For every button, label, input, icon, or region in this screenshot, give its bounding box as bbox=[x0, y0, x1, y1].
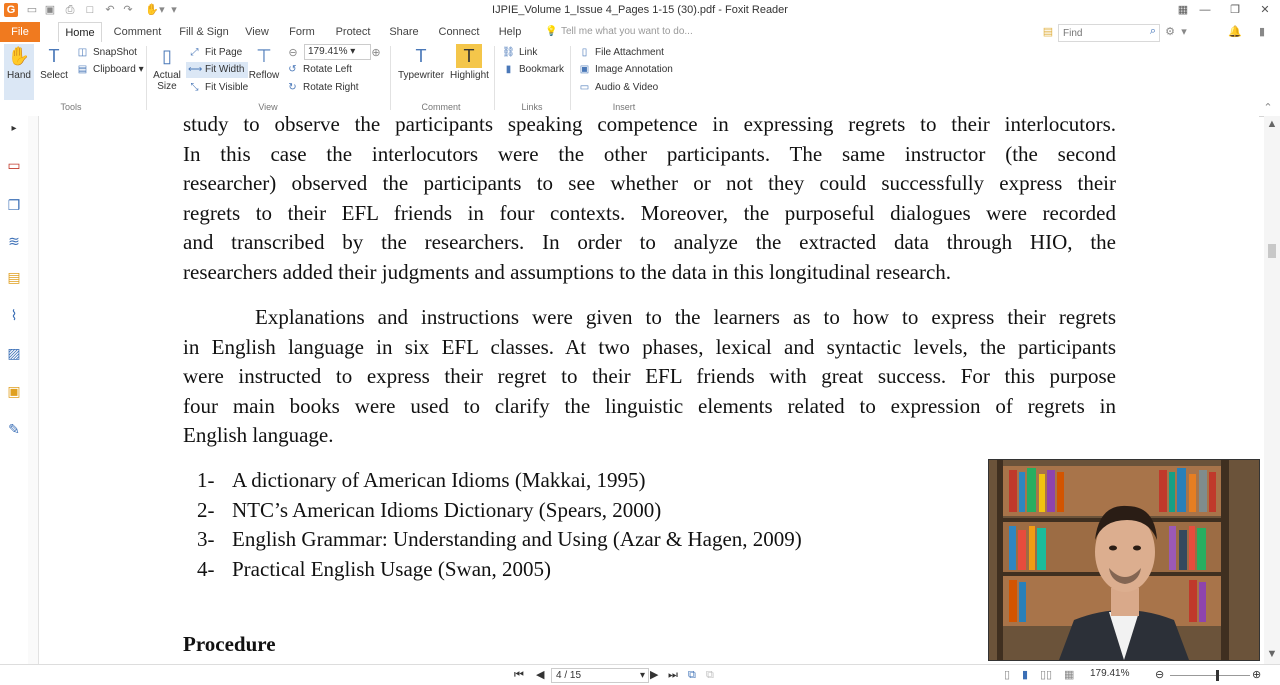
highlight-label: Highlight bbox=[450, 70, 489, 81]
actual-size-button[interactable] bbox=[150, 44, 184, 92]
clipboard-icon: ▤ bbox=[77, 64, 88, 75]
text-line: researcher) observed the participants to see whether or not they could successfully express their bbox=[183, 171, 1116, 195]
zoom-value: 179.41% bbox=[308, 46, 348, 57]
lightbulb-icon: 💡 bbox=[545, 26, 558, 37]
list-item bbox=[197, 496, 802, 526]
collapse-ribbon-icon[interactable]: ⌃ bbox=[1263, 102, 1273, 114]
tell-me-box[interactable] bbox=[545, 24, 765, 40]
reflow-icon: ⊤ bbox=[256, 46, 272, 66]
restore-button[interactable]: ❐ bbox=[1230, 4, 1240, 16]
tab-file[interactable]: File bbox=[0, 22, 40, 42]
zoom-out-icon[interactable]: ⊖ bbox=[288, 47, 298, 59]
page-icon: ▯ bbox=[162, 46, 172, 66]
list-number: 3- bbox=[197, 527, 215, 552]
reflow-label: Reflow bbox=[248, 70, 280, 81]
paperclip-icon: ▯ bbox=[581, 47, 588, 58]
fit-page-button[interactable] bbox=[188, 45, 242, 61]
zoom-out-status-icon[interactable]: ⊖ bbox=[1155, 669, 1165, 681]
page-number-input[interactable]: 4 / 15 ▾ bbox=[551, 668, 649, 683]
zoom-status: 179.41% bbox=[1090, 668, 1130, 679]
image-annotation-label: Image Annotation bbox=[595, 64, 673, 75]
zoom-in-status-icon[interactable]: ⊕ bbox=[1252, 669, 1262, 681]
previous-view-icon[interactable]: ⧉ bbox=[688, 669, 696, 681]
signature-panel-icon[interactable]: ✎ bbox=[8, 421, 20, 437]
print-icon[interactable]: ⎙ bbox=[65, 4, 75, 16]
text-cursor-icon: T bbox=[48, 46, 60, 66]
group-divider bbox=[570, 46, 571, 110]
tab-fill-sign[interactable]: Fill & Sign bbox=[179, 26, 229, 38]
file-attachment-label: File Attachment bbox=[595, 47, 664, 58]
bookmarks-panel-icon[interactable]: ▭ bbox=[7, 157, 21, 173]
list-item bbox=[197, 466, 802, 496]
gear-icon[interactable]: ⚙ bbox=[1165, 26, 1175, 38]
list-number: 1- bbox=[197, 468, 215, 492]
fit-page-label: Fit Page bbox=[205, 47, 243, 58]
list-text: A dictionary of American Idioms (Makkai, 1995) bbox=[232, 468, 646, 492]
file-attachment-button[interactable] bbox=[578, 45, 664, 61]
link-label: Link bbox=[519, 47, 538, 58]
tab-home[interactable]: Home bbox=[58, 22, 102, 43]
fit-visible-button[interactable] bbox=[188, 80, 248, 96]
notification-icon[interactable]: 🔔 bbox=[1228, 26, 1242, 38]
group-label-links: Links bbox=[521, 102, 543, 112]
bookmark-label: Bookmark bbox=[519, 64, 565, 75]
window-title: IJPIE_Volume 1_Issue 4_Pages 1-15 (30).pdf - Foxit Reader bbox=[492, 4, 788, 16]
typewriter-label: Typewriter bbox=[397, 70, 445, 81]
find-box bbox=[1058, 24, 1160, 42]
paragraph-1 bbox=[183, 116, 1116, 287]
customize-icon[interactable]: ▾ bbox=[171, 4, 177, 16]
text-line: were instructed to express their regret to their EFL friends with great success. For this purpose bbox=[183, 364, 1116, 388]
open-icon[interactable]: ▭ bbox=[26, 4, 38, 16]
text-line: Explanations and instructions were given to the learners as to how to express their regrets bbox=[255, 305, 1116, 329]
single-page-icon[interactable]: ▯ bbox=[1004, 669, 1011, 681]
link-button[interactable] bbox=[502, 45, 537, 61]
snapshot-label: SnapShot bbox=[93, 47, 137, 58]
typewriter-icon: T bbox=[415, 46, 427, 66]
find-input[interactable] bbox=[1059, 25, 1147, 41]
title-bar bbox=[0, 0, 1280, 22]
layout-icon[interactable]: ▦ bbox=[1177, 4, 1189, 16]
first-page-icon[interactable]: ⏮ bbox=[514, 669, 524, 681]
clipboard-label: Clipboard bbox=[93, 64, 136, 75]
hand-label: Hand bbox=[7, 70, 31, 81]
zoom-select[interactable]: 179.41% ▾ bbox=[304, 44, 371, 60]
continuous-page-icon[interactable]: ▮ bbox=[1022, 669, 1029, 681]
account-icon[interactable]: ▮ bbox=[1258, 26, 1266, 38]
clipboard-button[interactable]: ▤ Clipboard ▾ bbox=[77, 64, 144, 75]
audio-video-button[interactable] bbox=[578, 80, 658, 96]
search-icon[interactable]: ⌕ bbox=[1149, 25, 1156, 37]
last-page-icon[interactable]: ⏭ bbox=[668, 669, 678, 681]
status-bar bbox=[0, 664, 1280, 685]
bookmark-button[interactable] bbox=[502, 62, 564, 78]
text-line: English language. bbox=[183, 423, 334, 447]
hand-dropdown-icon[interactable]: ✋▾ bbox=[145, 4, 165, 16]
tab-protect[interactable]: Protect bbox=[335, 26, 371, 38]
hand-tool-button[interactable] bbox=[4, 44, 34, 100]
save-icon[interactable]: ▣ bbox=[44, 4, 56, 16]
bookmark-icon: ▮ bbox=[505, 64, 512, 75]
list-item bbox=[197, 555, 802, 585]
tab-form[interactable]: Form bbox=[289, 26, 315, 38]
select-tool-button[interactable] bbox=[38, 44, 70, 81]
group-divider bbox=[390, 46, 391, 110]
list-number: 4- bbox=[197, 557, 215, 582]
fit-width-button[interactable] bbox=[186, 62, 248, 78]
list-text: Practical English Usage (Swan, 2005) bbox=[232, 557, 552, 582]
facing-page-icon[interactable]: ▯▯ bbox=[1040, 669, 1053, 681]
text-line: In this case the interlocutors were the other participants. The same instructor (the second bbox=[183, 141, 1116, 166]
group-label-view: View bbox=[258, 102, 278, 112]
paragraph-2 bbox=[183, 303, 1116, 451]
list-number: 2- bbox=[197, 497, 215, 522]
zoom-slider[interactable] bbox=[1170, 675, 1250, 676]
list-text: English Grammar: Understanding and Using (Azar & Hagen, 2009) bbox=[232, 527, 802, 552]
fit-width-label: Fit Width bbox=[205, 64, 245, 75]
select-label: Select bbox=[40, 70, 68, 81]
layers-panel-icon[interactable]: ≋ bbox=[8, 233, 20, 249]
snapshot-button[interactable] bbox=[76, 45, 137, 61]
previous-page-icon[interactable]: ◀ bbox=[536, 669, 545, 681]
tab-comment[interactable]: Comment bbox=[113, 26, 162, 38]
vertical-scrollbar[interactable] bbox=[1264, 116, 1280, 664]
fit-visible-label: Fit Visible bbox=[205, 82, 249, 93]
zoom-in-icon[interactable]: ⊕ bbox=[371, 47, 381, 59]
highlight-icon: T bbox=[456, 44, 482, 68]
tab-help[interactable]: Help bbox=[498, 26, 522, 38]
gear-dropdown-icon[interactable]: ▾ bbox=[1181, 26, 1187, 38]
image-annotation-button[interactable] bbox=[578, 62, 673, 78]
scroll-up-icon[interactable]: ▲ bbox=[1266, 118, 1278, 130]
comments-panel-icon[interactable]: ▤ bbox=[7, 269, 21, 285]
list-item bbox=[197, 525, 802, 555]
minimize-button[interactable]: — bbox=[1199, 4, 1211, 16]
text-line: regrets to their EFL friends in four contexts. Moreover, the purposeful dialogues were recorded bbox=[183, 200, 1116, 225]
fit-visible-icon: ⤡ bbox=[190, 82, 199, 93]
reflow-button[interactable] bbox=[248, 44, 280, 81]
text-line: and transcribed by the researchers. In order to analyze the extracted data through HIO, the bbox=[183, 230, 1116, 254]
tab-view[interactable]: View bbox=[245, 26, 269, 38]
rotate-right-button[interactable] bbox=[286, 80, 359, 96]
security-panel-icon[interactable]: ▨ bbox=[7, 345, 21, 361]
fit-width-icon: ⟷ bbox=[188, 64, 203, 75]
rotate-right-label: Rotate Right bbox=[303, 82, 359, 93]
group-divider bbox=[146, 46, 147, 110]
rotate-left-label: Rotate Left bbox=[303, 64, 352, 75]
pages-panel-icon[interactable]: ❐ bbox=[7, 197, 21, 213]
next-page-icon[interactable]: ▶ bbox=[650, 669, 659, 681]
lock-icon[interactable]: ▣ bbox=[7, 383, 21, 399]
rotate-left-button[interactable] bbox=[286, 62, 352, 78]
navigation-panel bbox=[0, 116, 29, 664]
actual-size-label-1: Actual bbox=[153, 70, 181, 81]
tab-connect[interactable]: Connect bbox=[438, 26, 480, 38]
webcam-video-overlay bbox=[988, 459, 1260, 661]
group-label-tools: Tools bbox=[60, 102, 82, 112]
ribbon-toolbar bbox=[0, 42, 1280, 117]
scroll-down-icon[interactable]: ▼ bbox=[1266, 648, 1278, 660]
attachments-panel-icon[interactable]: ⌇ bbox=[10, 307, 18, 323]
search-history-icon[interactable]: ▤ bbox=[1042, 26, 1054, 38]
panel-splitter[interactable] bbox=[28, 116, 39, 664]
camera-icon: ◫ bbox=[77, 47, 88, 58]
undo-icon[interactable]: ↶ bbox=[105, 4, 115, 16]
link-icon: ⛓ bbox=[502, 47, 515, 58]
text-line: researchers added their judgments and assumptions to the data in this longitudinal research. bbox=[183, 259, 952, 284]
rotate-right-icon: ↻ bbox=[288, 82, 297, 93]
book-list bbox=[197, 466, 802, 585]
image-icon: ▣ bbox=[579, 64, 590, 75]
text-line: four main books were used to clarify the linguistic elements related to expression of regrets in bbox=[183, 393, 1116, 418]
scrollbar-thumb[interactable] bbox=[1268, 244, 1276, 258]
new-window-icon[interactable]: □ bbox=[86, 4, 94, 16]
text-line: in English language in six EFL classes. At two phases, lexical and syntactic levels, the participants bbox=[183, 334, 1116, 359]
group-label-insert: Insert bbox=[612, 102, 636, 112]
continuous-facing-icon[interactable]: ▦ bbox=[1064, 669, 1075, 681]
text-line: study to observe the participants speaking competence in expressing regrets to their interlocutors. bbox=[183, 116, 1116, 136]
group-label-comment: Comment bbox=[421, 102, 461, 112]
app-logo-icon[interactable]: G bbox=[4, 3, 18, 17]
redo-icon[interactable]: ↷ bbox=[123, 4, 133, 16]
hand-icon: ✋ bbox=[7, 46, 31, 66]
tell-me-placeholder: Tell me what you want to do... bbox=[561, 26, 693, 37]
rotate-left-icon: ↺ bbox=[288, 64, 297, 75]
highlight-button[interactable] bbox=[450, 44, 488, 81]
section-heading: Procedure bbox=[183, 632, 276, 656]
group-divider bbox=[494, 46, 495, 110]
typewriter-button[interactable] bbox=[396, 44, 446, 81]
ribbon-tabs bbox=[0, 22, 1280, 43]
audio-video-label: Audio & Video bbox=[595, 82, 659, 93]
presenter-image bbox=[989, 460, 1259, 660]
page-indicator: 4 / 15 bbox=[556, 670, 582, 681]
list-text: NTC’s American Idioms Dictionary (Spears, 2000) bbox=[232, 497, 662, 522]
close-button[interactable]: ✕ bbox=[1260, 4, 1270, 16]
next-view-icon[interactable]: ⧉ bbox=[706, 669, 714, 681]
zoom-slider-knob[interactable] bbox=[1216, 670, 1219, 681]
tab-share[interactable]: Share bbox=[389, 26, 419, 38]
actual-size-label-2: Size bbox=[157, 81, 177, 92]
expand-panel-icon[interactable]: ▸ bbox=[11, 123, 17, 134]
fit-page-icon: ⤢ bbox=[190, 47, 199, 58]
film-icon: ▭ bbox=[579, 82, 590, 93]
